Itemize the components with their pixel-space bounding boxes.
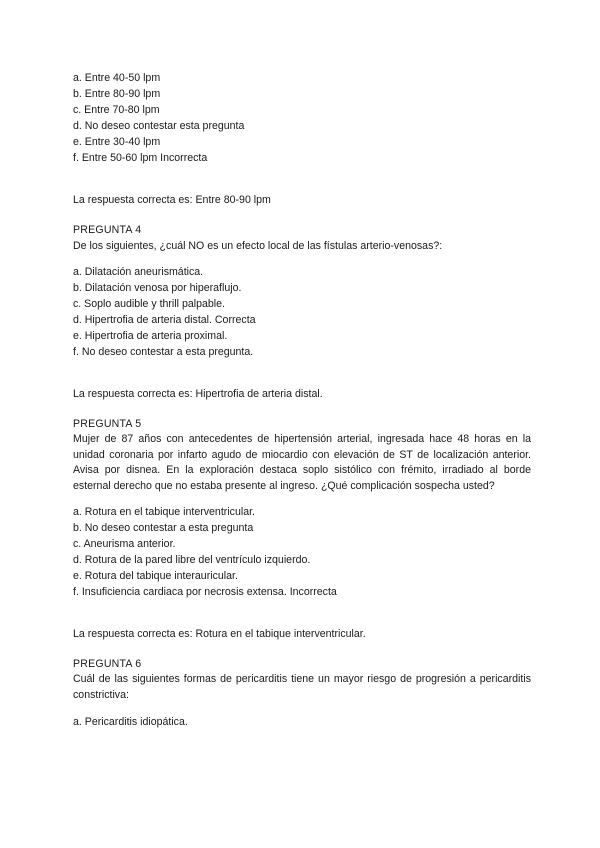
option-a: a. Rotura en el tabique interventricular. [73,506,255,519]
option-e: e. Entre 30-40 lpm [73,136,161,148]
question-4-title: PREGUNTA 4 [73,224,142,236]
question-6-options [73,714,531,730]
option-c: c. Soplo audible y thrill palpable. [73,298,225,310]
option-a: a. Entre 40-50 lpm [73,72,161,84]
option-b: b. Entre 80-90 lpm [73,88,161,100]
option-e: e. Hipertrofia de arteria proximal. [73,330,228,342]
option-d: d. No deseo contestar esta pregunta [73,120,245,132]
option-b: b. Dilatación venosa por hiperaflujo. [73,282,242,294]
question-5-title: PREGUNTA 5 [73,418,142,430]
option-d: d. Hipertrofia de arteria distal. Correcta [73,314,256,326]
option-d: d. Rotura de la pared libre del ventrículo izquierdo. [73,554,311,567]
question-4-stem: De los siguientes, ¿cuál NO es un efecto local de las fístulas arterio-venosas?: [73,240,443,252]
question-6-stem: Cuál de las siguientes formas de pericarditis tiene un mayor riesgo de progresión a pericarditis constrictiva: [73,673,531,701]
question-5-options [73,504,531,600]
option-f: f. Entre 50-60 lpm Incorrecta [73,152,208,164]
question-5-stem: Mujer de 87 años con antecedentes de hipertensión arterial, ingresada hace 48 horas en la unidad coronaria por infarto agudo de miocardio con elevación de ST de localización anterior. Avisa por disnea. En la exploración destaca soplo sistólico con frémito, irradiado al borde esternal derecho que no estaba presente al ingreso. ¿Qué complicación sospecha usted? [73,433,531,492]
option-f: f. No deseo contestar a esta pregunta. [73,346,254,358]
question-3-options [73,70,531,166]
option-e: e. Rotura del tabique interauricular. [73,570,238,583]
option-f: f. Insuficiencia cardiaca por necrosis extensa. Incorrecta [73,586,337,599]
document-page [73,70,531,730]
option-a: a. Dilatación aneurismática. [73,266,204,278]
question-6-title: PREGUNTA 6 [73,658,142,671]
question-4-options [73,264,531,360]
correct-answer-q3: La respuesta correcta es: Entre 80-90 lpm [73,194,271,206]
correct-answer-q4: La respuesta correcta es: Hipertrofia de arteria distal. [73,388,323,400]
option-c: c. Aneurisma anterior. [73,538,176,551]
correct-answer-q5: La respuesta correcta es: Rotura en el tabique interventricular. [73,628,366,641]
option-b: b. No deseo contestar a esta pregunta [73,522,254,535]
option-c: c. Entre 70-80 lpm [73,104,160,116]
option-a: a. Pericarditis idiopática. [73,715,188,728]
